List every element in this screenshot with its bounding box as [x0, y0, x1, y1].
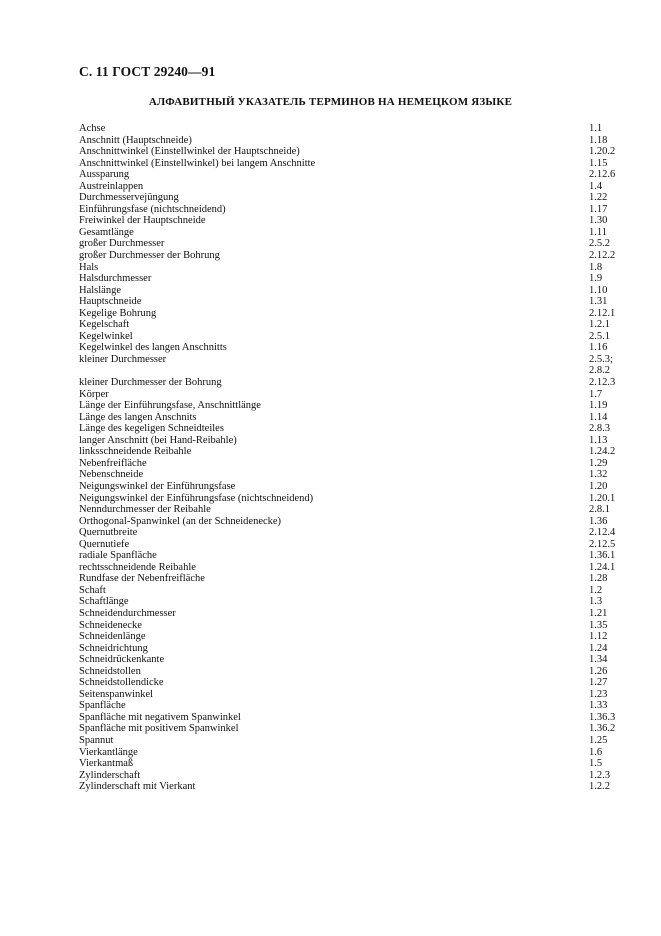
index-entry: [79, 135, 619, 147]
index-entry: [79, 723, 619, 735]
index-reference-numbers: [589, 308, 619, 320]
index-term: rechtsschneidende Reibahle: [79, 561, 196, 573]
index-entry: [79, 146, 619, 158]
index-entry: [79, 585, 619, 597]
index-term: Halsdurchmesser: [79, 273, 152, 285]
index-title: АЛФАВИТНЫЙ УКАЗАТЕЛЬ ТЕРМИНОВ НА НЕМЕЦКОМ ЯЗЫКЕ: [148, 96, 513, 108]
index-term: Schneidrichtung: [79, 642, 148, 654]
index-reference-numbers: [589, 331, 619, 343]
index-reference: 1.24: [589, 642, 608, 654]
index-reference-numbers: [589, 389, 619, 401]
index-reference: 1.34: [589, 654, 608, 666]
index-entry: [79, 516, 619, 528]
index-entry: [79, 493, 619, 505]
index-reference-numbers: [589, 677, 619, 689]
index-reference: 1.35: [589, 619, 608, 631]
index-term: Halslänge: [79, 284, 121, 296]
index-reference: 1.8: [589, 261, 603, 273]
index-reference: 1.36.3: [589, 711, 616, 723]
index-reference: 1.36.1: [589, 550, 616, 562]
index-term: Schaft: [79, 584, 106, 596]
index-entry: [79, 319, 619, 331]
index-reference: 1.2.2: [589, 781, 610, 793]
index-term: linksschneidende Reibahle: [79, 446, 192, 458]
index-term: Freiwinkel der Hauptschneide: [79, 215, 206, 227]
index-term: Quernutiefe: [79, 538, 130, 550]
index-reference: 1.20.2: [589, 146, 616, 158]
index-entry: [79, 700, 619, 712]
index-entry: [79, 504, 619, 516]
index-term: Spannut: [79, 734, 114, 746]
index-term: Nebenfreifläche: [79, 457, 147, 469]
index-reference-numbers: [589, 181, 619, 193]
index-reference-numbers: [589, 585, 619, 597]
index-reference-numbers: [589, 146, 619, 158]
index-term: kleiner Durchmesser: [79, 353, 167, 365]
index-reference-numbers: [589, 354, 619, 377]
index-reference: 1.3: [589, 596, 603, 608]
index-term: Vierkantlänge: [79, 746, 138, 758]
index-entry: [79, 238, 619, 250]
index-entry: [79, 781, 619, 793]
index-reference: 1.13: [589, 434, 608, 446]
index-entry: [79, 550, 619, 562]
index-term: Kegelschaft: [79, 319, 130, 331]
index-entry: [79, 308, 619, 320]
index-reference-numbers: [589, 273, 619, 285]
index-reference: 1.30: [589, 215, 608, 227]
index-entry: [79, 215, 619, 227]
index-reference-numbers: [589, 319, 619, 331]
index-reference: 1.23: [589, 688, 608, 700]
index-entry: [79, 377, 619, 389]
index-entry: [79, 412, 619, 424]
index-reference-numbers: [589, 204, 619, 216]
term-index-list: [79, 123, 619, 793]
index-reference: 1.31: [589, 296, 608, 308]
index-reference-numbers: [589, 631, 619, 643]
index-term: Länge des langen Anschnits: [79, 411, 197, 423]
index-entry: [79, 446, 619, 458]
index-reference-numbers: [589, 666, 619, 678]
index-reference-numbers: [589, 493, 619, 505]
index-entry: [79, 527, 619, 539]
index-term: Anschnitt (Hauptschneide): [79, 134, 192, 146]
index-term: Austreinlappen: [79, 180, 144, 192]
index-entry: [79, 596, 619, 608]
index-reference: 1.27: [589, 677, 608, 689]
index-reference-numbers: [589, 123, 619, 135]
index-reference: 1.32: [589, 469, 608, 481]
index-reference-numbers: [589, 215, 619, 227]
index-term: Gesamtlänge: [79, 226, 134, 238]
index-reference-numbers: [589, 400, 619, 412]
index-reference: 1.24.1: [589, 561, 616, 573]
index-reference: 2.8.1: [589, 504, 610, 516]
index-reference-numbers: [589, 747, 619, 759]
index-entry: [79, 643, 619, 655]
index-reference: 1.15: [589, 157, 608, 169]
index-reference-numbers: [589, 596, 619, 608]
index-entry: [79, 389, 619, 401]
index-term: Schneidstollen: [79, 665, 141, 677]
index-term: Zylinderschaft: [79, 769, 141, 781]
index-term: radiale Spanfläche: [79, 550, 157, 562]
index-reference: 1.5: [589, 758, 603, 770]
index-reference-numbers: [589, 550, 619, 562]
index-entry: [79, 123, 619, 135]
index-reference: 1.2: [589, 584, 603, 596]
index-reference-numbers: [589, 608, 619, 620]
index-term: Schneidenecke: [79, 619, 142, 631]
index-reference-numbers: [589, 435, 619, 447]
index-reference: 2.8.2: [589, 365, 610, 377]
index-reference: 1.19: [589, 400, 608, 412]
index-reference: 1.14: [589, 411, 608, 423]
index-term: Schneidrückenkante: [79, 654, 165, 666]
index-entry: [79, 262, 619, 274]
index-entry: [79, 573, 619, 585]
index-entry: [79, 435, 619, 447]
index-reference-numbers: [589, 377, 619, 389]
index-reference: 2.5.2: [589, 238, 610, 250]
index-term: Schneidenlänge: [79, 631, 146, 643]
index-term: Zylinderschaft mit Vierkant: [79, 781, 196, 793]
index-reference-numbers: [589, 238, 619, 250]
index-reference: 2.5.1: [589, 330, 610, 342]
index-reference: 2.12.4: [589, 527, 616, 539]
index-reference-numbers: [589, 446, 619, 458]
index-term: Schaftlänge: [79, 596, 129, 608]
index-reference: 2.12.5: [589, 538, 616, 550]
index-term: Durchmesservejüngung: [79, 192, 179, 204]
index-reference-numbers: [589, 781, 619, 793]
index-reference: 1.16: [589, 342, 608, 354]
index-reference: 1.29: [589, 457, 608, 469]
index-term: Seitenspanwinkel: [79, 688, 154, 700]
index-entry: [79, 712, 619, 724]
index-reference: 1.20: [589, 480, 608, 492]
index-reference: 1.33: [589, 700, 608, 712]
index-reference-numbers: [589, 562, 619, 574]
index-reference-numbers: [589, 527, 619, 539]
index-reference-numbers: [589, 712, 619, 724]
index-reference-numbers: [589, 654, 619, 666]
index-term: Kegelige Bohrung: [79, 307, 157, 319]
index-reference: 2.12.1: [589, 307, 616, 319]
index-entry: [79, 250, 619, 262]
index-term: Anschnittwinkel (Einstellwinkel) bei langem Anschnitte: [79, 157, 316, 169]
index-reference: 1.21: [589, 607, 608, 619]
index-entry: [79, 400, 619, 412]
index-reference-numbers: [589, 135, 619, 147]
index-reference: 1.26: [589, 665, 608, 677]
index-reference: 1.28: [589, 573, 608, 585]
index-entry: [79, 204, 619, 216]
index-term: Spanfläche: [79, 700, 126, 712]
index-reference-numbers: [589, 262, 619, 274]
index-reference-numbers: [589, 758, 619, 770]
index-term: Nebenschneide: [79, 469, 144, 481]
index-reference-numbers: [589, 700, 619, 712]
index-reference: 1.25: [589, 734, 608, 746]
index-entry: [79, 620, 619, 632]
index-reference: 1.36.2: [589, 723, 616, 735]
index-term: Rundfase der Nebenfreifläche: [79, 573, 205, 585]
index-reference: 1.1: [589, 123, 603, 134]
index-reference: 1.24.2: [589, 446, 616, 458]
index-reference: 1.22: [589, 192, 608, 204]
index-reference: 2.12.6: [589, 169, 616, 181]
index-term: Vierkantmaß: [79, 758, 134, 770]
index-reference-numbers: [589, 516, 619, 528]
index-entry: [79, 227, 619, 239]
index-entry: [79, 423, 619, 435]
index-reference-numbers: [589, 423, 619, 435]
index-term: Körper: [79, 388, 109, 400]
index-reference-numbers: [589, 469, 619, 481]
index-entry: [79, 469, 619, 481]
index-term: Spanfläche mit positivem Spanwinkel: [79, 723, 239, 735]
index-reference: 2.8.3: [589, 423, 610, 435]
index-entry: [79, 354, 619, 377]
page-header: С. 11 ГОСТ 29240—91: [79, 64, 216, 79]
index-entry: [79, 770, 619, 782]
index-reference-numbers: [589, 412, 619, 424]
index-term: Schneidstollendicke: [79, 677, 164, 689]
index-term: Schneidendurchmesser: [79, 607, 176, 619]
index-reference: 2.12.3: [589, 377, 616, 389]
index-term: Aussparung: [79, 169, 130, 181]
index-term: Anschnittwinkel (Einstellwinkel der Hauptschneide): [79, 146, 300, 158]
index-entry: [79, 296, 619, 308]
index-entry: [79, 481, 619, 493]
index-entry: [79, 747, 619, 759]
index-term: Spanfläche mit negativem Spanwinkel: [79, 711, 241, 723]
index-term: großer Durchmesser der Bohrung: [79, 250, 220, 262]
index-entry: [79, 689, 619, 701]
index-entry: [79, 181, 619, 193]
index-reference-numbers: [589, 342, 619, 354]
index-reference: 1.2.3: [589, 769, 610, 781]
index-term: Kegelwinkel des langen Anschnitts: [79, 342, 227, 354]
index-reference: 1.2.1: [589, 319, 610, 331]
index-reference: 1.36: [589, 515, 608, 527]
index-reference-numbers: [589, 296, 619, 308]
index-reference: 1.18: [589, 134, 608, 146]
index-entry: [79, 342, 619, 354]
index-entry: [79, 273, 619, 285]
index-term: Neigungswinkel der Einführungsfase: [79, 480, 236, 492]
index-reference-numbers: [589, 192, 619, 204]
index-term: Nenndurchmesser der Reibahle: [79, 504, 211, 516]
index-reference-numbers: [589, 250, 619, 262]
index-reference: 2.12.2: [589, 250, 616, 262]
index-reference-numbers: [589, 504, 619, 516]
index-entry: [79, 735, 619, 747]
index-reference-numbers: [589, 643, 619, 655]
index-reference-numbers: [589, 735, 619, 747]
index-reference: 1.11: [589, 226, 607, 238]
index-term: Kegelwinkel: [79, 330, 133, 342]
index-reference: 1.4: [589, 180, 603, 192]
index-term: Länge der Einführungsfase, Anschnittlänge: [79, 400, 261, 412]
index-entry: [79, 539, 619, 551]
index-term: kleiner Durchmesser der Bohrung: [79, 377, 222, 389]
index-entry: [79, 458, 619, 470]
index-reference-numbers: [589, 539, 619, 551]
index-reference-numbers: [589, 620, 619, 632]
index-reference: 1.12: [589, 631, 608, 643]
index-entry: [79, 192, 619, 204]
index-reference: 1.17: [589, 203, 608, 215]
index-term: Hals: [79, 261, 99, 273]
index-term: Achse: [79, 123, 106, 134]
index-reference-numbers: [589, 723, 619, 735]
index-entry: [79, 666, 619, 678]
index-term: langer Anschnitt (bei Hand-Reibahle): [79, 434, 237, 446]
index-reference-numbers: [589, 770, 619, 782]
index-entry: [79, 677, 619, 689]
index-reference: 1.7: [589, 388, 603, 400]
index-reference: 1.9: [589, 273, 603, 285]
index-reference-numbers: [589, 285, 619, 297]
index-reference: 1.20.1: [589, 492, 616, 504]
index-entry: [79, 331, 619, 343]
index-entry: [79, 158, 619, 170]
index-entry: [79, 654, 619, 666]
index-reference-numbers: [589, 458, 619, 470]
index-entry: [79, 169, 619, 181]
index-entry: [79, 758, 619, 770]
index-reference-numbers: [589, 169, 619, 181]
index-term: großer Durchmesser: [79, 238, 165, 250]
index-entry: [79, 562, 619, 574]
index-reference: 1.10: [589, 284, 608, 296]
index-entry: [79, 631, 619, 643]
index-term: Einführungsfase (nichtschneidend): [79, 203, 226, 215]
index-term: Orthogonal-Spanwinkel (an der Schneidenecke): [79, 515, 282, 527]
index-term: Neigungswinkel der Einführungsfase (nichtschneidend): [79, 492, 314, 504]
index-reference-numbers: [589, 158, 619, 170]
index-reference-numbers: [589, 689, 619, 701]
index-term: Quernutbreite: [79, 527, 138, 539]
index-term: Länge des kegeligen Schneidteiles: [79, 423, 224, 435]
index-reference: 2.5.3;: [589, 353, 613, 365]
index-entry: [79, 608, 619, 620]
index-reference: 1.6: [589, 746, 603, 758]
index-entry: [79, 285, 619, 297]
index-reference-numbers: [589, 227, 619, 239]
index-term: Hauptschneide: [79, 296, 142, 308]
index-reference-numbers: [589, 573, 619, 585]
index-reference-numbers: [589, 481, 619, 493]
